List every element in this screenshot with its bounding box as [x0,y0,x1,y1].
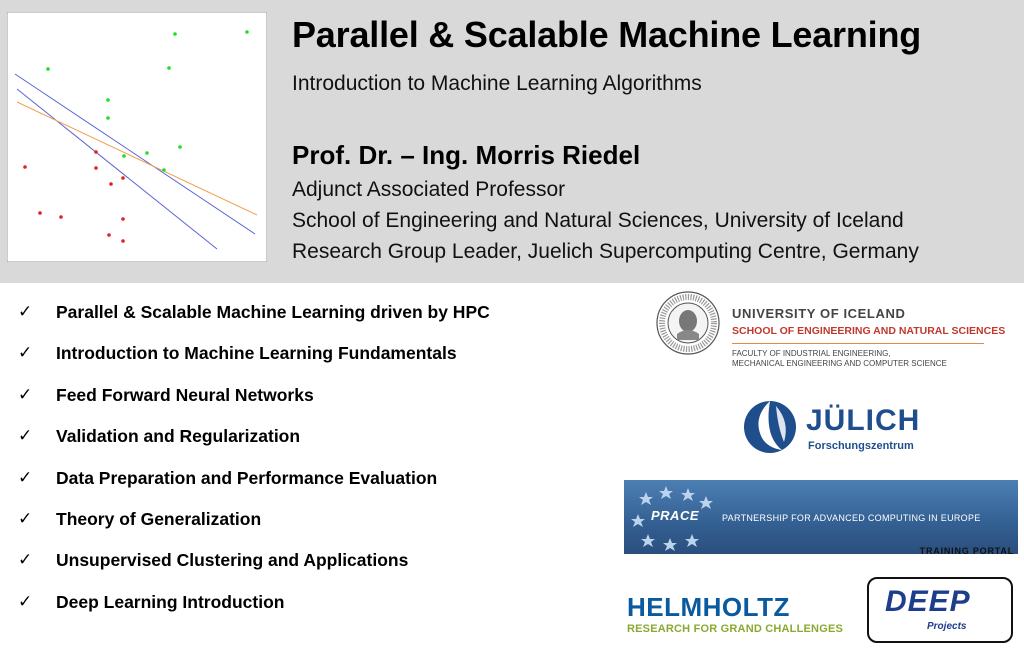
helmholtz-subtitle: RESEARCH FOR GRAND CHALLENGES [627,623,844,635]
plot-border [7,12,267,262]
check-icon: ✓ [18,591,33,612]
positive-point [122,154,126,158]
topic-item [18,548,490,589]
topic-item [18,341,490,382]
title-banner [0,0,1024,283]
negative-point [121,217,125,221]
faculty-line-2: MECHANICAL ENGINEERING AND COMPUTER SCIENCE [732,359,947,368]
juelich-name: JÜLICH [806,404,921,437]
positive-point [145,151,149,155]
helmholtz-name: HELMHOLTZ [627,592,790,622]
topic-label: Unsupervised Clustering and Applications [56,550,409,571]
topic-item [18,507,490,548]
positive-point [46,67,50,71]
positive-point [178,145,182,149]
faculty-line-1: FACULTY OF INDUSTRIAL ENGINEERING, [732,349,891,358]
classification-plot [7,12,267,262]
negative-point [23,165,27,169]
negative-point [107,233,111,237]
juelich-logo [742,398,942,460]
negative-point [121,239,125,243]
author-title: Adjunct Associated Professor [292,178,566,201]
topic-label: Validation and Regularization [56,426,301,447]
check-icon: ✓ [18,426,33,447]
topic-label: Theory of Generalization [56,508,262,529]
university-seal-icon [655,290,721,356]
training-portal-label: TRAINING PORTAL [919,546,1014,556]
helmholtz-logo [627,593,847,641]
check-icon: ✓ [18,384,33,405]
deep-projects-logo [867,577,1013,643]
topic-label: Introduction to Machine Learning Fundamentals [56,343,457,364]
topic-item [18,300,490,341]
university-of-iceland-logo [655,288,1006,373]
check-icon: ✓ [18,467,33,488]
positive-point [106,116,110,120]
positive-point [167,66,171,70]
deep-name: DEEP [885,585,971,618]
negative-point [94,166,98,170]
presentation-title: Parallel & Scalable Machine Learning [292,14,922,55]
university-name: UNIVERSITY OF ICELAND [732,306,906,321]
topic-item [18,466,490,507]
juelich-subtitle: Forschungszentrum [808,440,914,452]
deep-subtitle: Projects [927,621,967,632]
positive-point [173,32,177,36]
topic-item [18,424,490,465]
divider [732,343,984,344]
topic-item [18,590,490,631]
author-name: Prof. Dr. – Ing. Morris Riedel [292,140,641,170]
prace-tagline: PARTNERSHIP FOR ADVANCED COMPUTING IN EUROPE [722,513,981,523]
presentation-subtitle: Introduction to Machine Learning Algorithms [292,72,702,95]
check-icon: ✓ [18,550,33,571]
positive-point [245,30,249,34]
check-icon: ✓ [18,343,33,364]
topic-list [18,300,490,631]
check-icon: ✓ [18,508,33,529]
negative-point [38,211,42,215]
scatter-plot-svg [7,12,267,262]
negative-point [59,215,63,219]
topic-label: Data Preparation and Performance Evaluation [56,467,438,488]
positive-point [162,168,166,172]
positive-point [106,98,110,102]
negative-point [121,176,125,180]
topic-label: Parallel & Scalable Machine Learning driven by HPC [56,302,490,322]
prace-logo [624,480,1018,558]
negative-point [109,182,113,186]
negative-point [94,150,98,154]
author-affiliation-research: Research Group Leader, Juelich Supercomputing Centre, Germany [292,240,919,263]
school-name: SCHOOL OF ENGINEERING AND NATURAL SCIENCES [732,325,1006,337]
topic-label: Deep Learning Introduction [56,591,285,612]
check-icon: ✓ [18,302,33,322]
prace-name: PRACE [651,508,700,523]
juelich-mark-icon [742,398,798,456]
author-affiliation-school: School of Engineering and Natural Sciences, University of Iceland [292,209,904,232]
topic-label: Feed Forward Neural Networks [56,384,314,405]
topic-item [18,383,490,424]
